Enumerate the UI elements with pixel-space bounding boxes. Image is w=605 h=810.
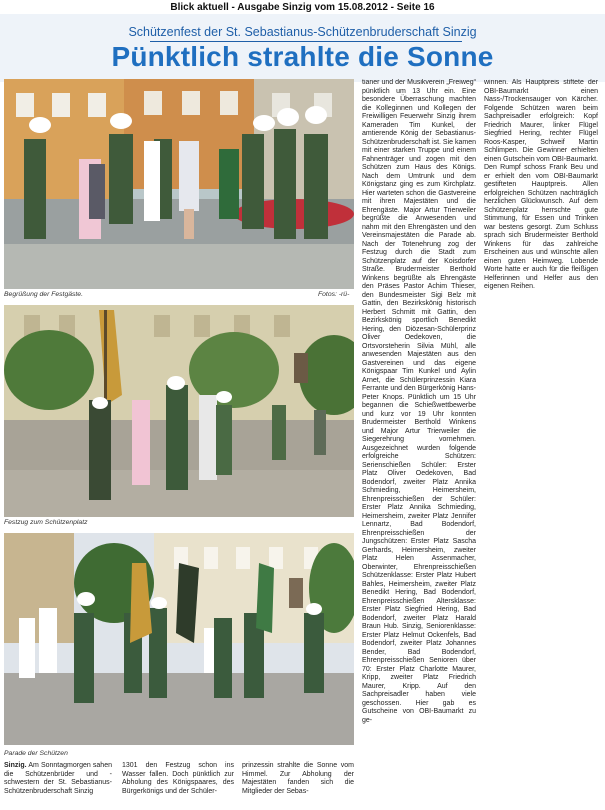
paragraph-text: winnen. Als Hauptpreis stiftete der OBI-Baumarkt einen Nass-/Trockensauger von Kärcher. Folgende Schützen waren beim Sachpreisadler erfolgreich: Kopf Friedrich Maurer, linker Flügel Siegfried Hering, rechter Flügel Roos-Kasper, Schweif Martin Schlimpen. Die Gewinner erhielten einen Gutschein vom OBI-Baumarkt. Den Rumpf schoss Frank Beu und er erhielt den vom OBI-Baumarkt gestifteten Hauptpreis. Allen erfolgreichen Schützen nachträglich herzlichen Glückwunsch. Auf dem Schützenplatz herrschte gute Stimmung, für Essen und Trinken war bestens gesorgt. Zum Schluss sprach sich Brudermeister Berthold Winkens für das zahlreiche Erscheinen aus und wünschte allen einen guten Heimweg. Lobende Worte hatte er auch für die fleißigen Helferinnen und Helfer aus den eigenen Reihen. <box>484 79 598 290</box>
photo-parade <box>4 533 354 745</box>
paragraph-text: tianer und der Musikverein „Freiweg“ pünktlich um 13 Uhr ein. Eine besondere Überraschung machten die Kolleginnen und Kollegen der Freiwilligen Feuerwehr Sinzig ihrem Kameraden Tim Kunkel, der amtierende König der Sebastianus-Schützenbruderschaft ist. Sie kamen mit einer starken Truppe und einem Fahnenträger und zogen mit den Schützen zum Haus des Königs. Nach dem Umtrunk und dem Königstanz ging es zum Kirchplatz. Hier warteten schon die Gastvereine mit ihren Majestäten und die Ehrengäste. Major Artur Trierweiler begrüßte die Anwesenden und nahm mit den Ehrengästen und den Vereinsmajestäten die Parade ab. Nach der Totenehrung zog der Festzug durch die Stadt zum Schützenplatz auf der Koisdorfer Straße. Brudermeister Berthold Winkens begrüßte als Ehrengäste den Präses Pastor Achim Thieser, den Bundesmeister Sigi Belz mit Gattin, den Bezirkskönig historisch Herbert Schmitt mit Gattin, den Bezirkskönig sportlich Benedikt Hering, den Diözesan-Schülerprinz Oliver Oedekoven, die Ortsvorsteherin Silvia Mühl, alle anwesenden Majestäten aus den Gastvereinen und das eigene Königspaar Tim Kunkel und Aylin Arnet, die Schülerprinzessin Kiara Ferrante und den Bürgerkönig Hans-Peter Knops. Pünktlich um 15 Uhr begannen die Schießwettbewerbe und kurz vor 19 Uhr konnten Brudermeister Berthold Winkens und Major Artur Trierweiler die Siegerehrung vornehmen. Ausgezeichnet wurden folgende erfolgreiche Schützen: Serienschießen Schüler: Erster Platz Oliver Oedekoven, Bad Bodendorf, zweiter Platz Annika Schmieding, Heimersheim, Ehrenpreisschießen der Schüler: Erster Platz Annika Schmieding, Heimersheim, zweiter Platz Jennifer Lennartz, Bad Bodendorf, Ehrenpreisschießen der Jungschützen: Erster Platz Sascha Gerhards, Heimersheim, zweiter Platz Helen Assenmacher, Oberwinter, Ehrenpreisschießen Schützenklasse: Erster Platz Hubert Bahles, Heimersheim, zweiter Platz Benedikt Hering, Bad Bodendorf, Ehrenpreisschießen Altersklasse: Erster Platz Siegfried Hering, Bad Bodendorf, zweiter Platz Harald Braun Hub. Sinzig, Seniorenklasse: Erster Platz Helmut Ockenfels, Bad Bodendorf, zweiter Platz Johannes Bender, Bad Bodendorf, Ehrenpreisschießen Senioren über 70: Erster Platz Charlotte Maurer, Kripp, zweiter Platz Friedrich Maurer, Kripp. Auf den Sachpreisadler haben viele geschossen. Hier gab es Gutscheine von OBI-Baumarkt zu ge- <box>362 79 476 724</box>
paragraph-text: 1301 den Festzug schon ins Wasser fallen. Doch pünktlich zur Abholung des Königspaares, des Bürgerkönigs und der Schüler- <box>122 762 234 795</box>
text-column-4 <box>484 79 598 379</box>
text-column-bottom-left <box>4 762 112 796</box>
photo-procession <box>4 305 354 517</box>
text-column-3 <box>362 79 476 807</box>
caption-photo-1: Begrüßung der Festgäste. <box>4 291 83 298</box>
article-title: Pünktlich strahlte die Sonne <box>111 41 494 72</box>
dateline: Sinzig. <box>4 762 27 769</box>
text-column-bottom-mid <box>122 762 234 796</box>
photo-greeting-guests <box>4 79 354 289</box>
caption-photo-2: Festzug zum Schützenplatz <box>4 519 88 526</box>
text-column-bottom-right <box>242 762 354 796</box>
article-subtitle: Schützenfest der St. Sebastianus-Schützenbruderschaft Sinzig <box>128 25 477 39</box>
caption-photo-3: Parade der Schützen <box>4 750 68 757</box>
photo-credit: Fotos: -rü- <box>318 291 350 298</box>
paragraph-text: prinzessin strahlte die Sonne vom Himmel. Zur Abholung der Majestäten fanden sich die Mitglieder der Sebas- <box>242 762 354 795</box>
paragraph-text: Am Sonntagmorgen sahen die Schützenbrüder und -schwestern der St. Sebastianus-Schützenbruderschaft Sinzig <box>4 762 112 795</box>
page-header-line: Blick aktuell - Ausgabe Sinzig vom 15.08.2012 - Seite 16 <box>170 2 435 13</box>
